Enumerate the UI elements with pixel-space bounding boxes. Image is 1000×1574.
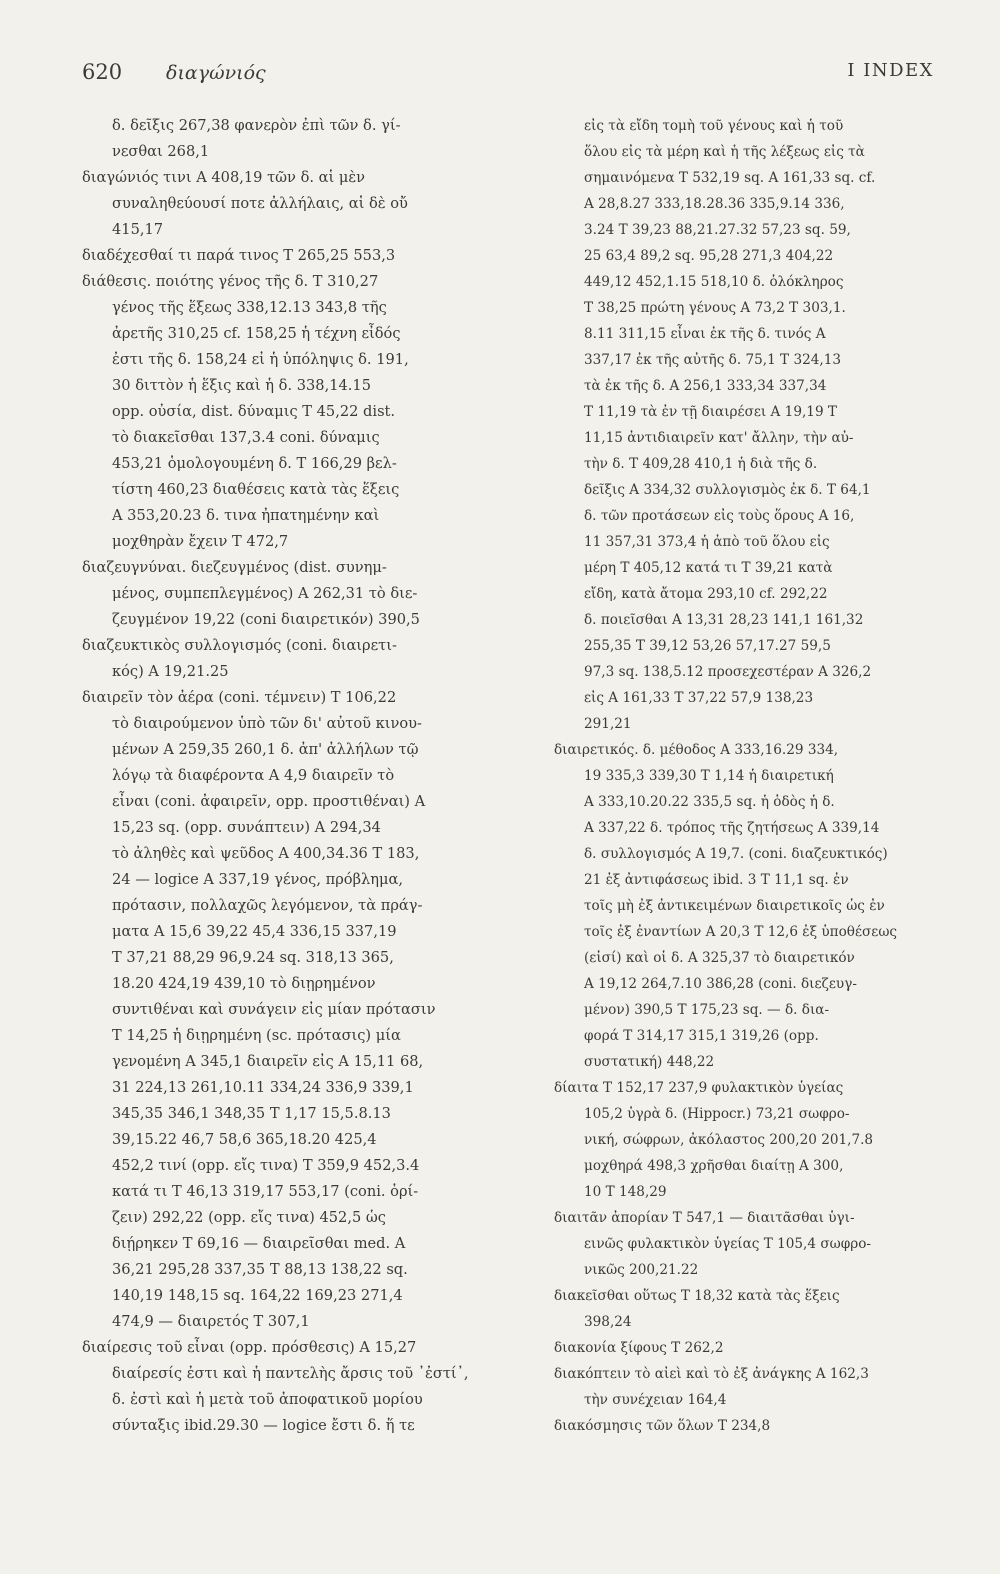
index-continuation-line: 140,19 148,15 sq. 164,22 169,23 271,4 <box>112 1287 403 1304</box>
index-entry-line: διακόπτειν τὸ αἰεὶ καὶ τὸ ἐξ ἀνάγκης Α 162,3 <box>554 1366 869 1382</box>
index-continuation-line: 449,12 452,1.15 518,10 δ. ὁλόκληρος <box>584 274 844 290</box>
index-continuation-line: ἀρετῆς 310,25 cf. 158,25 ἡ τέχνη εἶδός <box>112 325 401 342</box>
index-continuation-line: 25 63,4 89,2 sq. 95,28 271,3 404,22 <box>584 248 834 264</box>
index-continuation-line: τοῖς μὴ ἐξ ἀντικειμένων διαιρετικοῖς ὡς ἐν <box>584 898 885 914</box>
index-continuation-line: δ. ἐστὶ καὶ ἡ μετὰ τοῦ ἀποφατικοῦ μορίου <box>112 1391 423 1408</box>
page-number: 620 <box>82 60 123 84</box>
index-continuation-line: 11,15 ἀντιδιαιρεῖν κατ' ἄλλην, τὴν αὐ- <box>584 430 854 446</box>
index-continuation-line: εἴδη, κατὰ ἄτομα 293,10 cf. 292,22 <box>584 586 828 602</box>
index-continuation-line: μοχθηρὰν ἔχειν Τ 472,7 <box>112 533 289 550</box>
index-continuation-line: νική, σώφρων, ἀκόλαστος 200,20 201,7.8 <box>584 1132 874 1148</box>
index-continuation-line: τὸ ἀληθὲς καὶ ψεῦδος Α 400,34.36 Τ 183, <box>112 845 420 862</box>
index-entry-line: διάθεσις. ποιότης γένος τῆς δ. Τ 310,27 <box>82 273 379 290</box>
index-entry-line: διακεῖσθαι οὕτως Τ 18,32 κατὰ τὰς ἕξεις <box>554 1288 840 1304</box>
index-continuation-line: ματα Α 15,6 39,22 45,4 336,15 337,19 <box>112 923 397 940</box>
index-continuation-line: τὸ διακεῖσθαι 137,3.4 coni. δύναμις <box>112 429 380 446</box>
index-continuation-line: 19 335,3 339,30 Τ 1,14 ἡ διαιρετική <box>584 768 834 784</box>
index-continuation-line: λόγῳ τὰ διαφέροντα Α 4,9 διαιρεῖν τὸ <box>112 767 395 784</box>
index-continuation-line: μένων Α 259,35 260,1 δ. ἀπ' ἀλλήλων τῷ <box>112 741 419 758</box>
running-headword: διαγώνιός <box>166 62 266 84</box>
index-continuation-line: 10 Τ 148,29 <box>584 1184 667 1200</box>
section-title: I INDEX <box>847 60 934 81</box>
index-continuation-line: 398,24 <box>584 1314 632 1330</box>
index-entry-line: διαιρεῖν τὸν ἀέρα (coni. τέμνειν) Τ 106,22 <box>82 689 397 706</box>
index-continuation-line: Τ 38,25 πρώτη γένους Α 73,2 Τ 303,1. <box>584 300 846 316</box>
index-continuation-line: 18.20 424,19 439,10 τὸ διῃρημένον <box>112 975 376 992</box>
index-continuation-line: μέρη Τ 405,12 κατά τι Τ 39,21 κατὰ <box>584 560 833 576</box>
index-continuation-line: συντιθέναι καὶ συνάγειν εἰς μίαν πρότασιν <box>112 1001 436 1018</box>
index-entry-line: διαδέχεσθαί τι παρά τινος Τ 265,25 553,3 <box>82 247 396 264</box>
index-continuation-line: γένος τῆς ἕξεως 338,12.13 343,8 τῆς <box>112 299 387 316</box>
index-continuation-line: τὸ διαιρούμενον ὑπὸ τῶν δι' αὐτοῦ κινου- <box>112 715 422 732</box>
index-continuation-line: μοχθηρά 498,3 χρῆσθαι διαίτῃ Α 300, <box>584 1158 844 1174</box>
index-continuation-line: 474,9 — διαιρετός Τ 307,1 <box>112 1313 310 1330</box>
index-continuation-line: 8.11 311,15 εἶναι ἐκ τῆς δ. τινός Α <box>584 326 826 342</box>
index-continuation-line: ὅλου εἰς τὰ μέρη καὶ ἡ τῆς λέξεως εἰς τὰ <box>584 144 865 160</box>
index-continuation-line: γενομένη Α 345,1 διαιρεῖν εἰς Α 15,11 68, <box>112 1053 424 1070</box>
index-continuation-line: Α 353,20.23 δ. τινα ἠπατημένην καὶ <box>112 507 380 524</box>
right-column <box>554 113 938 1439</box>
index-continuation-line: Τ 14,25 ἡ διῃρημένη (sc. πρότασις) μία <box>112 1027 401 1044</box>
index-continuation-line: 3.24 Τ 39,23 88,21.27.32 57,23 sq. 59, <box>584 222 851 238</box>
index-continuation-line: 255,35 Τ 39,12 53,26 57,17.27 59,5 <box>584 638 831 654</box>
index-continuation-line: 11 357,31 373,4 ἡ ἀπὸ τοῦ ὅλου εἰς <box>584 534 830 550</box>
index-continuation-line: 24 — logice Α 337,19 γένος, πρόβλημα, <box>112 871 403 888</box>
index-continuation-line: 36,21 295,28 337,35 Τ 88,13 138,22 sq. <box>112 1261 408 1278</box>
index-entry-line: δίαιτα Τ 152,17 237,9 φυλακτικὸν ὑγείας <box>554 1080 844 1096</box>
index-continuation-line: 39,15.22 46,7 58,6 365,18.20 425,4 <box>112 1131 377 1148</box>
index-continuation-line: Τ 37,21 88,29 96,9.24 sq. 318,13 365, <box>112 949 394 966</box>
index-continuation-line: σημαινόμενα Τ 532,19 sq. Α 161,33 sq. cf. <box>584 170 876 186</box>
index-entry-line: διαίρεσις τοῦ εἶναι (opp. πρόσθεσις) Α 15,27 <box>82 1339 417 1356</box>
index-continuation-line: 337,17 ἐκ τῆς αὐτῆς δ. 75,1 Τ 324,13 <box>584 352 842 368</box>
index-continuation-line: κός) Α 19,21.25 <box>112 663 229 680</box>
index-continuation-line: ζειν) 292,22 (opp. εἴς τινα) 452,5 ὡς <box>112 1209 386 1226</box>
index-continuation-line: 452,2 τινί (opp. εἴς τινα) Τ 359,9 452,3.4 <box>112 1157 420 1174</box>
index-continuation-line: συναληθεύουσί ποτε ἀλλήλαις, αἱ δὲ οὔ <box>112 195 408 212</box>
index-continuation-line: νεσθαι 268,1 <box>112 143 210 160</box>
index-continuation-line: (εἰσί) καὶ οἱ δ. Α 325,37 τὸ διαιρετικόν <box>584 950 855 966</box>
index-continuation-line: τοῖς ἐξ ἐναντίων Α 20,3 Τ 12,6 ἐξ ὑποθέσεως <box>584 924 898 940</box>
index-continuation-line: Α 337,22 δ. τρόπος τῆς ζητήσεως Α 339,14 <box>584 820 880 836</box>
index-continuation-line: τίστη 460,23 διαθέσεις κατὰ τὰς ἕξεις <box>112 481 400 498</box>
index-continuation-line: μένον) 390,5 Τ 175,23 sq. — δ. δια- <box>584 1002 830 1018</box>
index-continuation-line: ζευγμένον 19,22 (coni διαιρετικόν) 390,5 <box>112 611 420 628</box>
index-entry-line: διαιτᾶν ἀπορίαν Τ 547,1 — διαιτᾶσθαι ὑγι- <box>554 1210 855 1226</box>
index-continuation-line: σύνταξις ibid.29.30 — logice ἔστι δ. ἥ τε <box>112 1417 415 1434</box>
index-continuation-line: δ. τῶν προτάσεων εἰς τοὺς ὅρους Α 16, <box>584 508 855 524</box>
index-continuation-line: 105,2 ὑγρὰ δ. (Hippocr.) 73,21 σωφρο- <box>584 1106 850 1122</box>
left-column <box>82 113 507 1439</box>
running-header <box>82 60 934 90</box>
index-continuation-line: τὴν δ. Τ 409,28 410,1 ἡ διὰ τῆς δ. <box>584 456 818 472</box>
index-continuation-line: μένος, συμπεπλεγμένος) Α 262,31 τὸ διε- <box>112 585 418 602</box>
index-continuation-line: εἶναι (coni. ἀφαιρεῖν, opp. προστιθέναι) Α <box>112 793 426 810</box>
index-entry-line: διαιρετικός. δ. μέθοδος Α 333,16.29 334, <box>554 742 839 758</box>
index-continuation-line: φορά Τ 314,17 315,1 319,26 (opp. <box>584 1028 819 1044</box>
index-continuation-line: 453,21 ὁμολογουμένη δ. Τ 166,29 βελ- <box>112 455 397 472</box>
index-entry-line: διαζευκτικὸς συλλογισμός (coni. διαιρετι- <box>82 637 397 654</box>
index-continuation-line: εἰς Α 161,33 Τ 37,22 57,9 138,23 <box>584 690 814 706</box>
index-entry-line: διαζευγνύναι. διεζευγμένος (dist. συνημ- <box>82 559 387 576</box>
index-continuation-line: συστατική) 448,22 <box>584 1054 715 1070</box>
index-continuation-line: 31 224,13 261,10.11 334,24 336,9 339,1 <box>112 1079 414 1096</box>
index-continuation-line: ἐστι τῆς δ. 158,24 εἰ ἡ ὑπόληψις δ. 191, <box>112 351 409 368</box>
index-entry-line: διαγώνιός τινι Α 408,19 τῶν δ. αἱ μὲν <box>82 169 366 186</box>
index-continuation-line: opp. οὐσία, dist. δύναμις Τ 45,22 dist. <box>112 403 396 420</box>
index-entry-line: διακόσμησις τῶν ὅλων Τ 234,8 <box>554 1418 771 1434</box>
index-continuation-line: εινῶς φυλακτικὸν ὑγείας Τ 105,4 σωφρο- <box>584 1236 871 1252</box>
index-continuation-line: Τ 11,19 τὰ ἐν τῇ διαιρέσει Α 19,19 Τ <box>584 404 837 420</box>
index-continuation-line: 15,23 sq. (opp. συνάπτειν) Α 294,34 <box>112 819 381 836</box>
index-continuation-line: διαίρεσίς ἐστι καὶ ἡ παντελὴς ἄρσις τοῦ ᾿ἐστί᾿, <box>112 1365 469 1382</box>
index-continuation-line: 291,21 <box>584 716 632 732</box>
index-continuation-line: 21 ἐξ ἀντιφάσεως ibid. 3 Τ 11,1 sq. ἐν <box>584 872 849 888</box>
index-continuation-line: εἰς τὰ εἴδη τομὴ τοῦ γένους καὶ ἡ τοῦ <box>584 118 844 134</box>
index-continuation-line: πρότασιν, πολλαχῶς λεγόμενον, τὰ πράγ- <box>112 897 423 914</box>
index-continuation-line: τὴν συνέχειαν 164,4 <box>584 1392 727 1408</box>
index-continuation-line: Α 19,12 264,7.10 386,28 (coni. διεζευγ- <box>584 976 857 992</box>
index-continuation-line: κατά τι Τ 46,13 319,17 553,17 (coni. ὁρί- <box>112 1183 419 1200</box>
index-continuation-line: τὰ ἐκ τῆς δ. Α 256,1 333,34 337,34 <box>584 378 827 394</box>
index-continuation-line: Α 28,8.27 333,18.28.36 335,9.14 336, <box>584 196 845 212</box>
index-continuation-line: 345,35 346,1 348,35 Τ 1,17 15,5.8.13 <box>112 1105 391 1122</box>
index-continuation-line: δ. δεῖξις 267,38 φανερὸν ἐπὶ τῶν δ. γί- <box>112 117 401 134</box>
index-continuation-line: δ. συλλογισμός Α 19,7. (coni. διαζευκτικός) <box>584 846 888 862</box>
index-continuation-line: 415,17 <box>112 221 164 238</box>
index-continuation-line: διῄρηκεν Τ 69,16 — διαιρεῖσθαι med. Α <box>112 1235 406 1252</box>
index-continuation-line: 30 διττὸν ἡ ἕξις καὶ ἡ δ. 338,14.15 <box>112 377 372 394</box>
index-continuation-line: νικῶς 200,21.22 <box>584 1262 699 1278</box>
index-continuation-line: δ. ποιεῖσθαι Α 13,31 28,23 141,1 161,32 <box>584 612 864 628</box>
index-continuation-line: Α 333,10.20.22 335,5 sq. ἡ ὁδὸς ἡ δ. <box>584 794 835 810</box>
index-continuation-line: δεῖξις Α 334,32 συλλογισμὸς ἐκ δ. Τ 64,1 <box>584 482 871 498</box>
index-entry-line: διακονία ξίφους Τ 262,2 <box>554 1340 724 1356</box>
index-continuation-line: 97,3 sq. 138,5.12 προσεχεστέραν Α 326,2 <box>584 664 872 680</box>
